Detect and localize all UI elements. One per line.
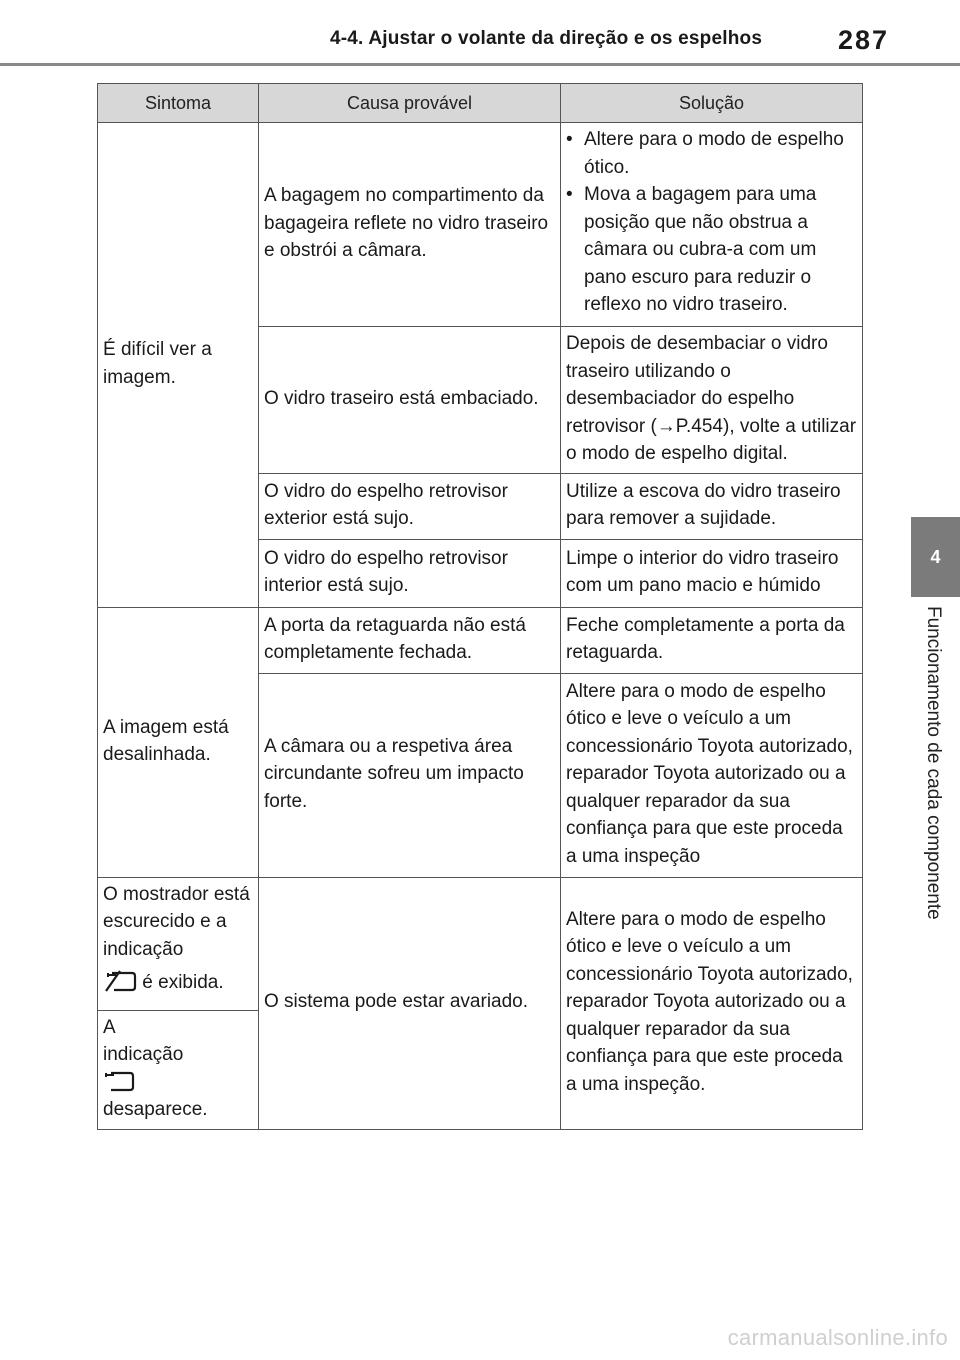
symptom-text: desaparece.: [103, 1099, 208, 1120]
solution-cell: Utilize a escova do vidro traseiro para remover a sujidade.: [561, 473, 863, 539]
column-header-symptom: Sintoma: [98, 84, 259, 123]
symptom-text: é exibida.: [142, 972, 224, 993]
solution-cell: Altere para o modo de espelho ótico e leve o veículo a um concessionário Toyota autorizado, reparador Toyota autorizado ou a qualquer reparador da sua confiança para que este proceda a uma inspeção.: [561, 877, 863, 1129]
table-row: [98, 123, 863, 327]
list-item: • Mova a bagagem para uma posição que não obstrua a câmara ou cubra-a com um pano escuro para reduzir o reflexo no vidro traseiro.: [566, 181, 857, 319]
cause-cell: O vidro do espelho retrovisor interior está sujo.: [259, 539, 561, 607]
chapter-tab[interactable]: [911, 517, 960, 597]
cause-cell: O vidro do espelho retrovisor exterior está sujo.: [259, 473, 561, 539]
solution-text: P.454), volte a utilizar o modo de espelho digital.: [566, 415, 857, 464]
column-header-cause: Causa provável: [259, 84, 561, 123]
solution-cell: Limpe o interior do vidro traseiro com um pano macio e húmido: [561, 539, 863, 607]
troubleshooting-table: [97, 83, 863, 1130]
table-header-row: [98, 84, 863, 123]
symptom-cell: É difícil ver a imagem.: [98, 123, 259, 608]
solution-list: [566, 126, 857, 319]
watermark: carmanualsonline.info: [727, 1325, 948, 1350]
cause-cell: A porta da retaguarda não está completamente fechada.: [259, 607, 561, 673]
chapter-number: 4: [930, 546, 941, 567]
solution-cell: Feche completamente a porta da retaguarda.: [561, 607, 863, 673]
symptom-cell: [98, 1010, 259, 1129]
table-row: [98, 607, 863, 673]
cause-cell: O sistema pode estar avariado.: [259, 877, 561, 1129]
mirror-camera-icon: [103, 1070, 135, 1092]
solution-cell: [561, 123, 863, 327]
section-title: 4-4. Ajustar o volante da direção e os espelhos: [330, 28, 763, 49]
page-number: 287: [838, 25, 890, 55]
solution-cell: [561, 327, 863, 474]
symptom-text: O mostrador está escurecido e a indicação: [103, 883, 250, 960]
page-ref-arrow-icon: →: [656, 415, 676, 437]
symptom-cell: A imagem está desalinhada.: [98, 607, 259, 877]
header-divider: [0, 63, 960, 66]
symptom-text: A indicação: [103, 1016, 184, 1065]
symptom-cell: [98, 877, 259, 1010]
list-item: • Altere para o modo de espelho ótico.: [566, 126, 857, 181]
cause-cell: A câmara ou a respetiva área circundante sofreu um impacto forte.: [259, 673, 561, 877]
mirror-camera-off-icon: [103, 970, 137, 992]
solution-text: Depois de desembaciar o vidro traseiro utilizando o desembaciador do espelho retrovisor (: [566, 333, 828, 437]
column-header-solution: Solução: [561, 84, 863, 123]
cause-cell: A bagagem no compartimento da bagageira reflete no vidro traseiro e obstrói a câmara.: [259, 123, 561, 327]
solution-cell: Altere para o modo de espelho ótico e leve o veículo a um concessionário Toyota autorizado, reparador Toyota autorizado ou a qualquer reparador da sua confiança para que este proceda a uma inspeção: [561, 673, 863, 877]
chapter-label: [908, 606, 956, 986]
table-row: [98, 877, 863, 1010]
chapter-label-text: Funcionamento de cada componente: [923, 606, 944, 920]
cause-cell: O vidro traseiro está embaciado.: [259, 327, 561, 474]
